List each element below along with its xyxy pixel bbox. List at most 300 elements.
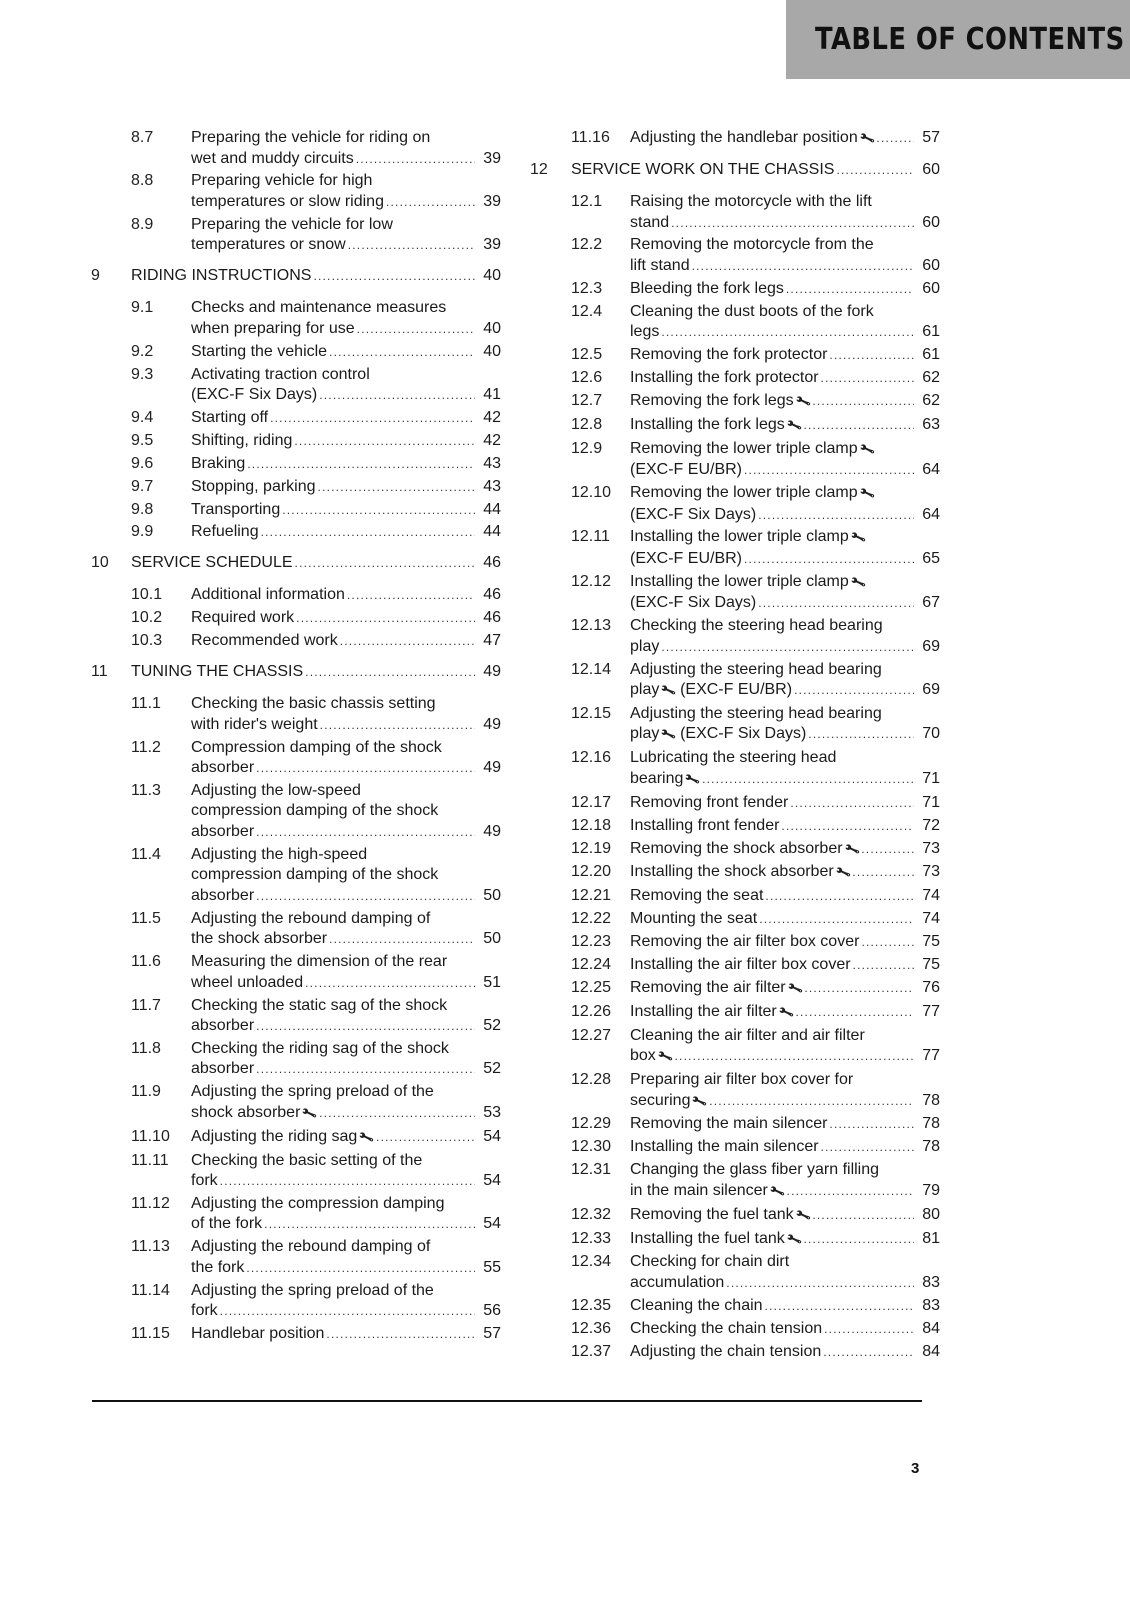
toc-page-number[interactable]: 52 [483, 1060, 501, 1078]
page-number: 3 [911, 1460, 920, 1477]
dot-leader [821, 1137, 914, 1158]
dot-leader [256, 1059, 475, 1080]
dot-leader [256, 886, 475, 907]
wrench-icon: 🔧 [794, 1207, 812, 1224]
toc-page-number[interactable]: 42 [483, 431, 501, 449]
toc-entry-number: 12.22 [571, 910, 612, 928]
toc-entry-title: Installing the air filter [630, 1002, 777, 1020]
toc-entry-number: 12.32 [571, 1205, 612, 1223]
toc-chapter-entry[interactable] [530, 160, 940, 181]
dot-leader [702, 769, 914, 790]
toc-entry-title: (EXC-F Six Days) [680, 725, 807, 743]
toc-entry[interactable] [91, 431, 501, 452]
toc-entry[interactable] [530, 302, 940, 343]
toc-entry[interactable] [91, 1237, 501, 1278]
toc-page-number[interactable]: 40 [483, 266, 501, 284]
toc-entry[interactable] [530, 1205, 940, 1227]
toc-entry-title: Cleaning the air filter and air filter [630, 1026, 865, 1044]
toc-entry[interactable] [91, 909, 501, 950]
toc-page-number[interactable]: 54 [483, 1172, 501, 1190]
toc-entry[interactable] [91, 1151, 501, 1192]
toc-entry[interactable] [91, 1039, 501, 1080]
toc-page-number[interactable]: 54 [483, 1215, 501, 1233]
toc-entry-title: Shifting, riding [191, 431, 293, 449]
toc-entry-title: the shock absorber [191, 930, 328, 948]
toc-entry-title: Preparing the vehicle for low [191, 215, 393, 233]
dot-leader [329, 929, 475, 950]
toc-entry[interactable] [91, 952, 501, 993]
toc-entry[interactable] [530, 345, 940, 366]
dot-leader [692, 256, 914, 277]
dot-leader [296, 608, 475, 629]
toc-page-number[interactable]: 50 [483, 886, 501, 904]
toc-page-number[interactable]: 74 [922, 910, 940, 928]
dot-leader [744, 460, 914, 481]
toc-page-number[interactable]: 46 [483, 609, 501, 627]
dot-leader [726, 1273, 914, 1294]
toc-entry[interactable] [530, 909, 940, 930]
toc-page-number[interactable]: 61 [922, 346, 940, 364]
toc-page-number[interactable]: 84 [922, 1319, 940, 1337]
toc-entry-title: absorber [191, 759, 255, 777]
toc-entry-title: Adjusting the rebound damping of [191, 909, 431, 927]
toc-page-number[interactable]: 43 [483, 454, 501, 472]
toc-page-number[interactable]: 67 [922, 594, 940, 612]
toc-page-number[interactable]: 50 [483, 930, 501, 948]
toc-entry[interactable] [91, 608, 501, 629]
toc-entry[interactable] [530, 279, 940, 300]
toc-page-number[interactable]: 65 [922, 549, 940, 567]
toc-entry-title: absorber [191, 822, 255, 840]
toc-page-number[interactable]: 80 [922, 1205, 940, 1223]
toc-entry-title: Cleaning the dust boots of the fork [630, 302, 874, 320]
toc-entry[interactable] [530, 793, 940, 814]
chapter-title: SERVICE WORK ON THE CHASSIS [571, 160, 835, 178]
toc-entry-title: Lubricating the steering head [630, 749, 837, 767]
toc-page-number[interactable]: 69 [922, 637, 940, 655]
toc-entry-number: 12.27 [571, 1026, 612, 1044]
toc-entry-number: 12.13 [571, 617, 612, 635]
toc-entry[interactable] [91, 1194, 501, 1235]
toc-page-number[interactable]: 61 [922, 323, 940, 341]
toc-entry-title: fork [191, 1302, 218, 1320]
toc-entry[interactable] [530, 1342, 940, 1363]
dot-leader [794, 680, 914, 701]
toc-entry-number: 8.8 [131, 172, 154, 190]
toc-entry-title: (EXC-F EU/BR) [630, 461, 742, 479]
toc-entry-title: Preparing air filter box cover for [630, 1071, 854, 1089]
toc-page-number[interactable]: 73 [922, 839, 940, 857]
toc-page-number[interactable]: 60 [922, 160, 940, 178]
toc-page-number[interactable]: 62 [922, 391, 940, 409]
toc-entry-title: Installing the fork protector [630, 368, 819, 386]
toc-column-left [91, 128, 501, 1347]
toc-entry[interactable] [530, 1026, 940, 1068]
toc-entry-number: 12.20 [571, 863, 612, 881]
toc-entry[interactable] [530, 128, 940, 150]
toc-entry[interactable] [530, 483, 940, 525]
toc-page-number[interactable]: 69 [922, 681, 940, 699]
toc-entry[interactable] [530, 978, 940, 1000]
toc-entry-number: 9.7 [131, 477, 154, 495]
toc-page-number[interactable]: 60 [922, 279, 940, 297]
toc-entry[interactable] [91, 365, 501, 406]
dot-leader [294, 431, 475, 452]
toc-entry[interactable] [530, 439, 940, 481]
toc-entry-title: Checking for chain dirt [630, 1253, 790, 1271]
wrench-icon: 🔧 [660, 727, 678, 744]
toc-entry-title: box [630, 1047, 656, 1065]
toc-entry-title: (EXC-F EU/BR) [680, 681, 793, 699]
toc-entry-title: Adjusting the low-speed [191, 781, 361, 799]
toc-entry[interactable] [530, 1137, 940, 1158]
toc-entry-title: play [630, 681, 660, 699]
toc-entry[interactable] [530, 1002, 940, 1024]
toc-entry[interactable] [91, 1082, 501, 1124]
toc-entry[interactable] [530, 862, 940, 884]
toc-entry-number: 12.4 [571, 302, 603, 320]
toc-entry[interactable] [530, 704, 940, 746]
toc-page-number[interactable]: 78 [922, 1091, 940, 1109]
toc-entry-title: Installing the lower triple clamp [630, 528, 849, 546]
toc-entry-title: Removing front fender [630, 793, 789, 811]
toc-page-number[interactable]: 83 [922, 1296, 940, 1314]
toc-entry-number: 12.37 [571, 1342, 612, 1360]
toc-page-number[interactable]: 39 [483, 149, 501, 167]
dot-leader [340, 631, 475, 652]
toc-entry-title: compression damping of the shock [191, 802, 439, 820]
toc-page-number[interactable]: 77 [922, 1002, 940, 1020]
dot-leader [319, 1103, 475, 1124]
toc-entry-title: Handlebar position [191, 1325, 325, 1343]
dot-leader [305, 973, 475, 994]
toc-page-number[interactable]: 52 [483, 1017, 501, 1035]
toc-entry-title: Adjusting the spring preload of the [191, 1281, 434, 1299]
toc-page-number[interactable]: 71 [922, 793, 940, 811]
toc-entry[interactable] [91, 500, 501, 521]
toc-page-number[interactable]: 70 [922, 725, 940, 743]
toc-page-number[interactable]: 76 [922, 978, 940, 996]
dot-leader [836, 160, 914, 181]
toc-entry-title: Raising the motorcycle with the lift [630, 193, 872, 210]
toc-entry[interactable] [91, 171, 501, 212]
toc-page-number[interactable]: 57 [483, 1325, 501, 1343]
toc-entry-title: Required work [191, 609, 295, 627]
toc-entry-title: Stopping, parking [191, 477, 316, 495]
toc-entry[interactable] [530, 748, 940, 790]
toc-entry[interactable] [91, 996, 501, 1037]
dot-leader [803, 415, 914, 436]
toc-entry-title: temperatures or slow riding [191, 192, 384, 210]
toc-page-number[interactable]: 53 [483, 1103, 501, 1121]
toc-entry-title: Changing the glass fiber yarn filling [630, 1161, 880, 1179]
dot-leader [823, 1342, 914, 1363]
dot-leader [821, 368, 914, 389]
toc-page-number[interactable]: 49 [483, 662, 501, 680]
toc-entry-number: 12.36 [571, 1319, 612, 1337]
toc-entry-title: play [630, 637, 660, 655]
toc-entry-number: 11.16 [571, 129, 610, 146]
toc-entry-number: 9.3 [131, 365, 154, 383]
toc-chapter-entry[interactable] [91, 553, 501, 574]
toc-entry-title: Removing the motorcycle from the [630, 236, 874, 254]
dot-leader [829, 345, 914, 366]
toc-entry[interactable] [530, 391, 940, 413]
toc-entry-title: bearing [630, 769, 684, 787]
toc-page-number[interactable]: 60 [922, 256, 940, 274]
dot-leader [282, 500, 475, 521]
toc-entry-title: Adjusting the compression damping [191, 1194, 445, 1212]
chapter-title: RIDING INSTRUCTIONS [131, 266, 312, 284]
toc-page-number[interactable]: 39 [483, 236, 501, 254]
toc-page-number[interactable]: 43 [483, 477, 501, 495]
toc-entry-title: Removing the lower triple clamp [630, 484, 858, 502]
toc-page-number[interactable]: 83 [922, 1273, 940, 1291]
toc-entry[interactable] [530, 415, 940, 437]
wrench-icon: 🔧 [850, 574, 868, 591]
toc-entry-title: Checking the basic setting of the [191, 1151, 423, 1169]
toc-entry-title: Starting the vehicle [191, 342, 328, 360]
toc-entry-number: 9.9 [131, 523, 154, 541]
toc-entry[interactable] [530, 932, 940, 953]
toc-entry-title: Recommended work [191, 632, 338, 650]
dot-leader [876, 128, 914, 149]
toc-page-number[interactable]: 47 [483, 632, 501, 650]
toc-page-number[interactable]: 42 [483, 408, 501, 426]
toc-entry-number: 12.29 [571, 1115, 612, 1133]
toc-entry-title: (EXC-F EU/BR) [630, 549, 742, 567]
toc-page-number[interactable]: 49 [483, 715, 501, 733]
chapter-title: SERVICE SCHEDULE [131, 553, 293, 571]
toc-entry-number: 9.5 [131, 431, 154, 449]
toc-entry[interactable] [91, 585, 501, 606]
toc-entry[interactable] [530, 572, 940, 614]
toc-entry-title: Checking the steering head bearing [630, 617, 883, 635]
toc-entry[interactable] [91, 631, 501, 652]
wrench-icon: 🔧 [794, 393, 812, 410]
dot-leader [853, 955, 914, 976]
toc-entry[interactable] [530, 1296, 940, 1317]
toc-entry-number: 11.11 [131, 1151, 169, 1169]
toc-page-number[interactable]: 63 [922, 415, 940, 433]
toc-entry-number: 12.3 [571, 279, 603, 297]
toc-entry-title: Removing the seat [630, 887, 764, 905]
toc-entry-number: 11.7 [131, 996, 161, 1014]
toc-entry-title: Removing the fuel tank [630, 1205, 794, 1223]
dot-leader [319, 385, 475, 406]
wrench-icon: 🔧 [786, 417, 804, 434]
toc-page-number[interactable]: 62 [922, 368, 940, 386]
toc-entry-title: Adjusting the steering head bearing [630, 704, 882, 722]
toc-entry-title: Adjusting the handlebar position [630, 129, 858, 146]
toc-entry-number: 11.2 [131, 738, 161, 756]
toc-chapter-entry[interactable] [91, 662, 501, 683]
wrench-icon: 🔧 [843, 841, 861, 858]
toc-page-number[interactable]: 64 [922, 461, 940, 479]
toc-page-number[interactable]: 40 [483, 319, 501, 337]
dot-leader [812, 391, 914, 412]
toc-entry[interactable] [91, 845, 501, 907]
dot-leader [256, 758, 475, 779]
toc-entry[interactable] [530, 955, 940, 976]
toc-entry-number: 9.4 [131, 408, 154, 426]
toc-entry[interactable] [530, 1319, 940, 1340]
toc-page-number[interactable]: 73 [922, 863, 940, 881]
toc-entry[interactable] [91, 694, 501, 735]
toc-entry[interactable] [530, 1229, 940, 1251]
toc-page-number[interactable]: 81 [922, 1229, 940, 1247]
toc-entry-title: (EXC-F Six Days) [630, 505, 757, 523]
toc-page-number[interactable]: 41 [483, 386, 501, 404]
toc-entry-title: Removing the lower triple clamp [630, 439, 858, 457]
dot-leader [808, 724, 914, 745]
toc-entry[interactable] [530, 527, 940, 569]
dot-leader [790, 793, 914, 814]
toc-entry[interactable] [91, 522, 501, 543]
toc-entry-title: Checks and maintenance measures [191, 299, 447, 317]
toc-entry-title: Installing the fork legs [630, 415, 785, 433]
toc-chapter-entry[interactable] [91, 266, 501, 287]
wrench-icon: 🔧 [358, 1129, 376, 1146]
toc-entry[interactable] [91, 215, 501, 256]
toc-entry-title: Measuring the dimension of the rear [191, 953, 448, 971]
toc-page-number[interactable]: 44 [483, 500, 501, 518]
dot-leader [786, 279, 914, 300]
toc-page-number[interactable]: 71 [922, 769, 940, 787]
dot-leader [376, 1127, 475, 1148]
toc-entry[interactable] [530, 886, 940, 907]
toc-entry-number: 11.14 [131, 1281, 170, 1299]
toc-entry-title: Installing the fuel tank [630, 1229, 785, 1247]
dot-leader [329, 342, 475, 363]
toc-page-number[interactable]: 78 [922, 1115, 940, 1133]
toc-entry[interactable] [530, 1114, 940, 1135]
toc-page-number[interactable]: 79 [922, 1181, 940, 1199]
dot-leader [709, 1091, 914, 1112]
toc-entry-number: 12.12 [571, 572, 612, 590]
dot-leader [256, 822, 475, 843]
toc-entry-number: 12.30 [571, 1138, 612, 1156]
toc-entry-number: 12.31 [571, 1161, 612, 1179]
toc-entry-title: stand [630, 213, 670, 231]
toc-entry-number: 10.3 [131, 632, 163, 650]
toc-entry[interactable] [91, 1324, 501, 1345]
toc-entry-number: 12.8 [571, 415, 603, 433]
wrench-icon: 🔧 [850, 530, 868, 547]
toc-entry-number: 9.1 [131, 299, 154, 317]
toc-entry-title: Starting off [191, 408, 269, 426]
toc-page-number[interactable]: 40 [483, 342, 501, 360]
dot-leader [804, 978, 914, 999]
toc-entry-number: 11.12 [131, 1194, 170, 1212]
toc-page-number[interactable]: 60 [922, 213, 940, 231]
toc-page-number[interactable]: 56 [483, 1302, 501, 1320]
toc-entry[interactable] [91, 477, 501, 498]
toc-entry-title: Removing the air filter [630, 978, 786, 996]
toc-entry[interactable] [91, 738, 501, 779]
toc-page-number[interactable]: 57 [922, 129, 940, 146]
toc-entry[interactable] [91, 128, 501, 169]
toc-entry-number: 12.23 [571, 933, 612, 951]
toc-entry-number: 11.10 [131, 1127, 170, 1145]
toc-entry[interactable] [530, 192, 940, 233]
toc-page-number[interactable]: 84 [922, 1342, 940, 1360]
toc-entry[interactable] [530, 839, 940, 861]
toc-entry[interactable] [91, 1127, 501, 1149]
toc-entry-title: play [630, 725, 660, 743]
toc-entry[interactable] [530, 1070, 940, 1112]
toc-entry-number: 12.25 [571, 978, 612, 996]
toc-page-number[interactable]: 51 [483, 973, 501, 991]
toc-entry[interactable] [91, 454, 501, 475]
dot-leader [803, 1229, 914, 1250]
toc-entry-title: accumulation [630, 1273, 725, 1291]
toc-entry-number: 9 [91, 266, 100, 284]
toc-entry-number: 9.8 [131, 500, 154, 518]
toc-entry[interactable] [530, 235, 940, 276]
toc-page-number[interactable]: 39 [483, 192, 501, 210]
toc-entry-title: (EXC-F Six Days) [630, 594, 757, 612]
toc-entry[interactable] [91, 298, 501, 339]
toc-entry-title: in the main silencer [630, 1181, 768, 1199]
toc-entry[interactable] [530, 1252, 940, 1293]
toc-entry[interactable] [530, 1160, 940, 1202]
toc-entry-title: Checking the static sag of the shock [191, 996, 448, 1014]
toc-entry-number: 12.11 [571, 528, 610, 546]
toc-page-number[interactable]: 54 [483, 1127, 501, 1145]
toc-page-number[interactable]: 78 [922, 1138, 940, 1156]
toc-entry-number: 12.19 [571, 839, 612, 857]
toc-entry[interactable] [91, 408, 501, 429]
toc-page-number[interactable]: 77 [922, 1047, 940, 1065]
toc-entry-number: 11.5 [131, 909, 161, 927]
wrench-icon: 🔧 [858, 131, 876, 147]
toc-page-number[interactable]: 49 [483, 759, 501, 777]
toc-entry[interactable] [530, 368, 940, 389]
toc-page-number[interactable]: 55 [483, 1258, 501, 1276]
toc-entry-title: Installing the air filter box cover [630, 955, 851, 973]
dot-leader [318, 477, 475, 498]
toc-entry[interactable] [530, 660, 940, 702]
dot-leader [661, 322, 914, 343]
toc-entry-title: absorber [191, 1017, 255, 1035]
dot-leader [348, 235, 475, 256]
toc-entry[interactable] [91, 1281, 501, 1322]
wrench-icon: 🔧 [660, 683, 678, 700]
toc-entry-title: temperatures or snow [191, 236, 346, 254]
toc-entry[interactable] [91, 342, 501, 363]
toc-page-number[interactable]: 75 [922, 933, 940, 951]
toc-page-number[interactable]: 46 [483, 553, 501, 571]
dot-leader [305, 662, 475, 683]
dot-leader [812, 1205, 914, 1226]
dot-leader [356, 149, 475, 170]
toc-entry-title: Adjusting the spring preload of the [191, 1083, 434, 1101]
toc-page-number[interactable]: 64 [922, 505, 940, 523]
toc-entry[interactable] [530, 616, 940, 657]
toc-page-number[interactable]: 74 [922, 887, 940, 905]
toc-entry-title: Removing the fork legs [630, 391, 794, 409]
toc-page-number[interactable]: 75 [922, 955, 940, 973]
toc-entry[interactable] [91, 781, 501, 843]
toc-page-number[interactable]: 46 [483, 586, 501, 604]
toc-entry-title: Removing the air filter box cover [630, 933, 860, 951]
toc-page-number[interactable]: 44 [483, 523, 501, 541]
toc-page-number[interactable]: 49 [483, 822, 501, 840]
toc-entry[interactable] [530, 816, 940, 837]
toc-page-number[interactable]: 72 [922, 816, 940, 834]
dot-leader [758, 505, 914, 526]
